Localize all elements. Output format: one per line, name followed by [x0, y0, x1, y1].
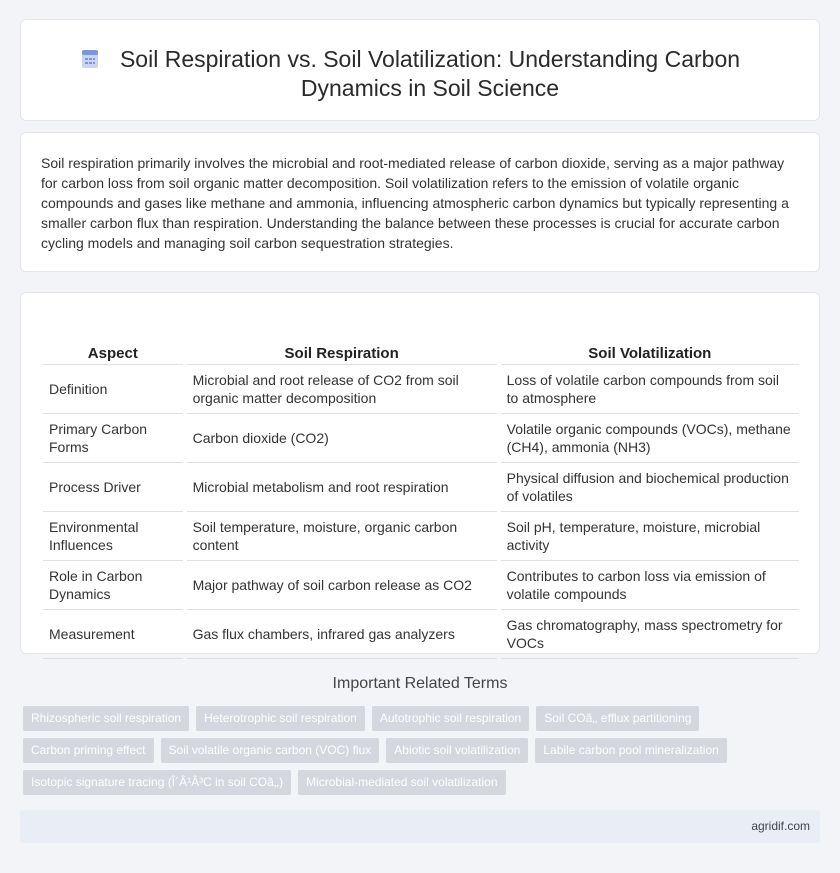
table-row — [43, 462, 799, 511]
table-cell: Physical diffusion and biochemical production of volatiles — [501, 462, 799, 511]
table-cell: Gas flux chambers, infrared gas analyzers — [187, 609, 497, 658]
table-cell: Gas chromatography, mass spectrometry for VOCs — [501, 609, 799, 658]
table-row — [43, 511, 799, 560]
table-cell: Volatile organic compounds (VOCs), methane (CH4), ammonia (NH3) — [501, 413, 799, 462]
table-cell: Primary Carbon Forms — [43, 413, 183, 462]
table-cell: Major pathway of soil carbon release as CO2 — [187, 560, 497, 609]
table-cell: Soil temperature, moisture, organic carbon content — [187, 511, 497, 560]
table-row — [43, 609, 799, 658]
table-cell: Carbon dioxide (CO2) — [187, 413, 497, 462]
page-title: Soil Respiration vs. Soil Volatilization: Understanding Carbon Dynamics in Soil Science — [119, 46, 741, 101]
intro-card — [20, 132, 820, 272]
column-header-volatilization: Soil Volatilization — [501, 315, 799, 364]
related-term-tag[interactable]: Soil COâ‚‚ efflux partitioning — [536, 706, 699, 731]
related-term-tag[interactable]: Rhizospheric soil respiration — [23, 706, 189, 731]
table-cell: Loss of volatile carbon compounds from soil to atmosphere — [501, 364, 799, 413]
related-term-tag[interactable]: Labile carbon pool mineralization — [535, 738, 726, 763]
comparison-table-card — [20, 292, 820, 654]
table-cell: Role in Carbon Dynamics — [43, 560, 183, 609]
table-row — [43, 413, 799, 462]
table-cell: Environmental Influences — [43, 511, 183, 560]
intro-paragraph: Soil respiration primarily involves the microbial and root-mediated release of carbon dioxide, serving as a major pathway for carbon loss from soil organic matter decomposition. Soil volatilization refers to the emission of volatile organic compounds and gases like methane and ammonia, influencing atmospheric carbon dynamics but typically representing a smaller carbon flux than respiration. Understanding the balance between these processes is crucial for accurate carbon cycling models and managing soil carbon sequestration strategies. — [41, 155, 789, 251]
table-cell: Definition — [43, 364, 183, 413]
table-cell: Microbial and root release of CO2 from soil organic matter decomposition — [187, 364, 497, 413]
related-terms-list — [23, 706, 803, 795]
table-cell: Microbial metabolism and root respiration — [187, 462, 497, 511]
column-header-respiration: Soil Respiration — [187, 315, 497, 364]
footer-bar — [20, 810, 820, 843]
table-cell: Measurement — [43, 609, 183, 658]
table-header-row — [43, 315, 799, 364]
related-term-tag[interactable]: Abiotic soil volatilization — [386, 738, 528, 763]
table-row — [43, 364, 799, 413]
related-term-tag[interactable]: Autotrophic soil respiration — [372, 706, 529, 731]
column-header-aspect: Aspect — [43, 315, 183, 364]
footer-site-link[interactable]: agridif.com — [751, 819, 810, 833]
related-terms-heading: Important Related Terms — [332, 675, 508, 692]
comparison-table — [43, 315, 799, 659]
related-term-tag[interactable]: Microbial-mediated soil volatilization — [298, 770, 505, 795]
related-term-tag[interactable]: Heterotrophic soil respiration — [196, 706, 365, 731]
related-term-tag[interactable]: Isotopic signature tracing (Î´Â¹Â³C in soil COâ‚‚) — [23, 770, 291, 795]
table-cell: Contributes to carbon loss via emission of volatile compounds — [501, 560, 799, 609]
table-cell: Process Driver — [43, 462, 183, 511]
related-term-tag[interactable]: Carbon priming effect — [23, 738, 154, 763]
table-row — [43, 560, 799, 609]
header-card — [20, 19, 820, 121]
table-cell: Soil pH, temperature, moisture, microbial activity — [501, 511, 799, 560]
related-term-tag[interactable]: Soil volatile organic carbon (VOC) flux — [161, 738, 380, 763]
